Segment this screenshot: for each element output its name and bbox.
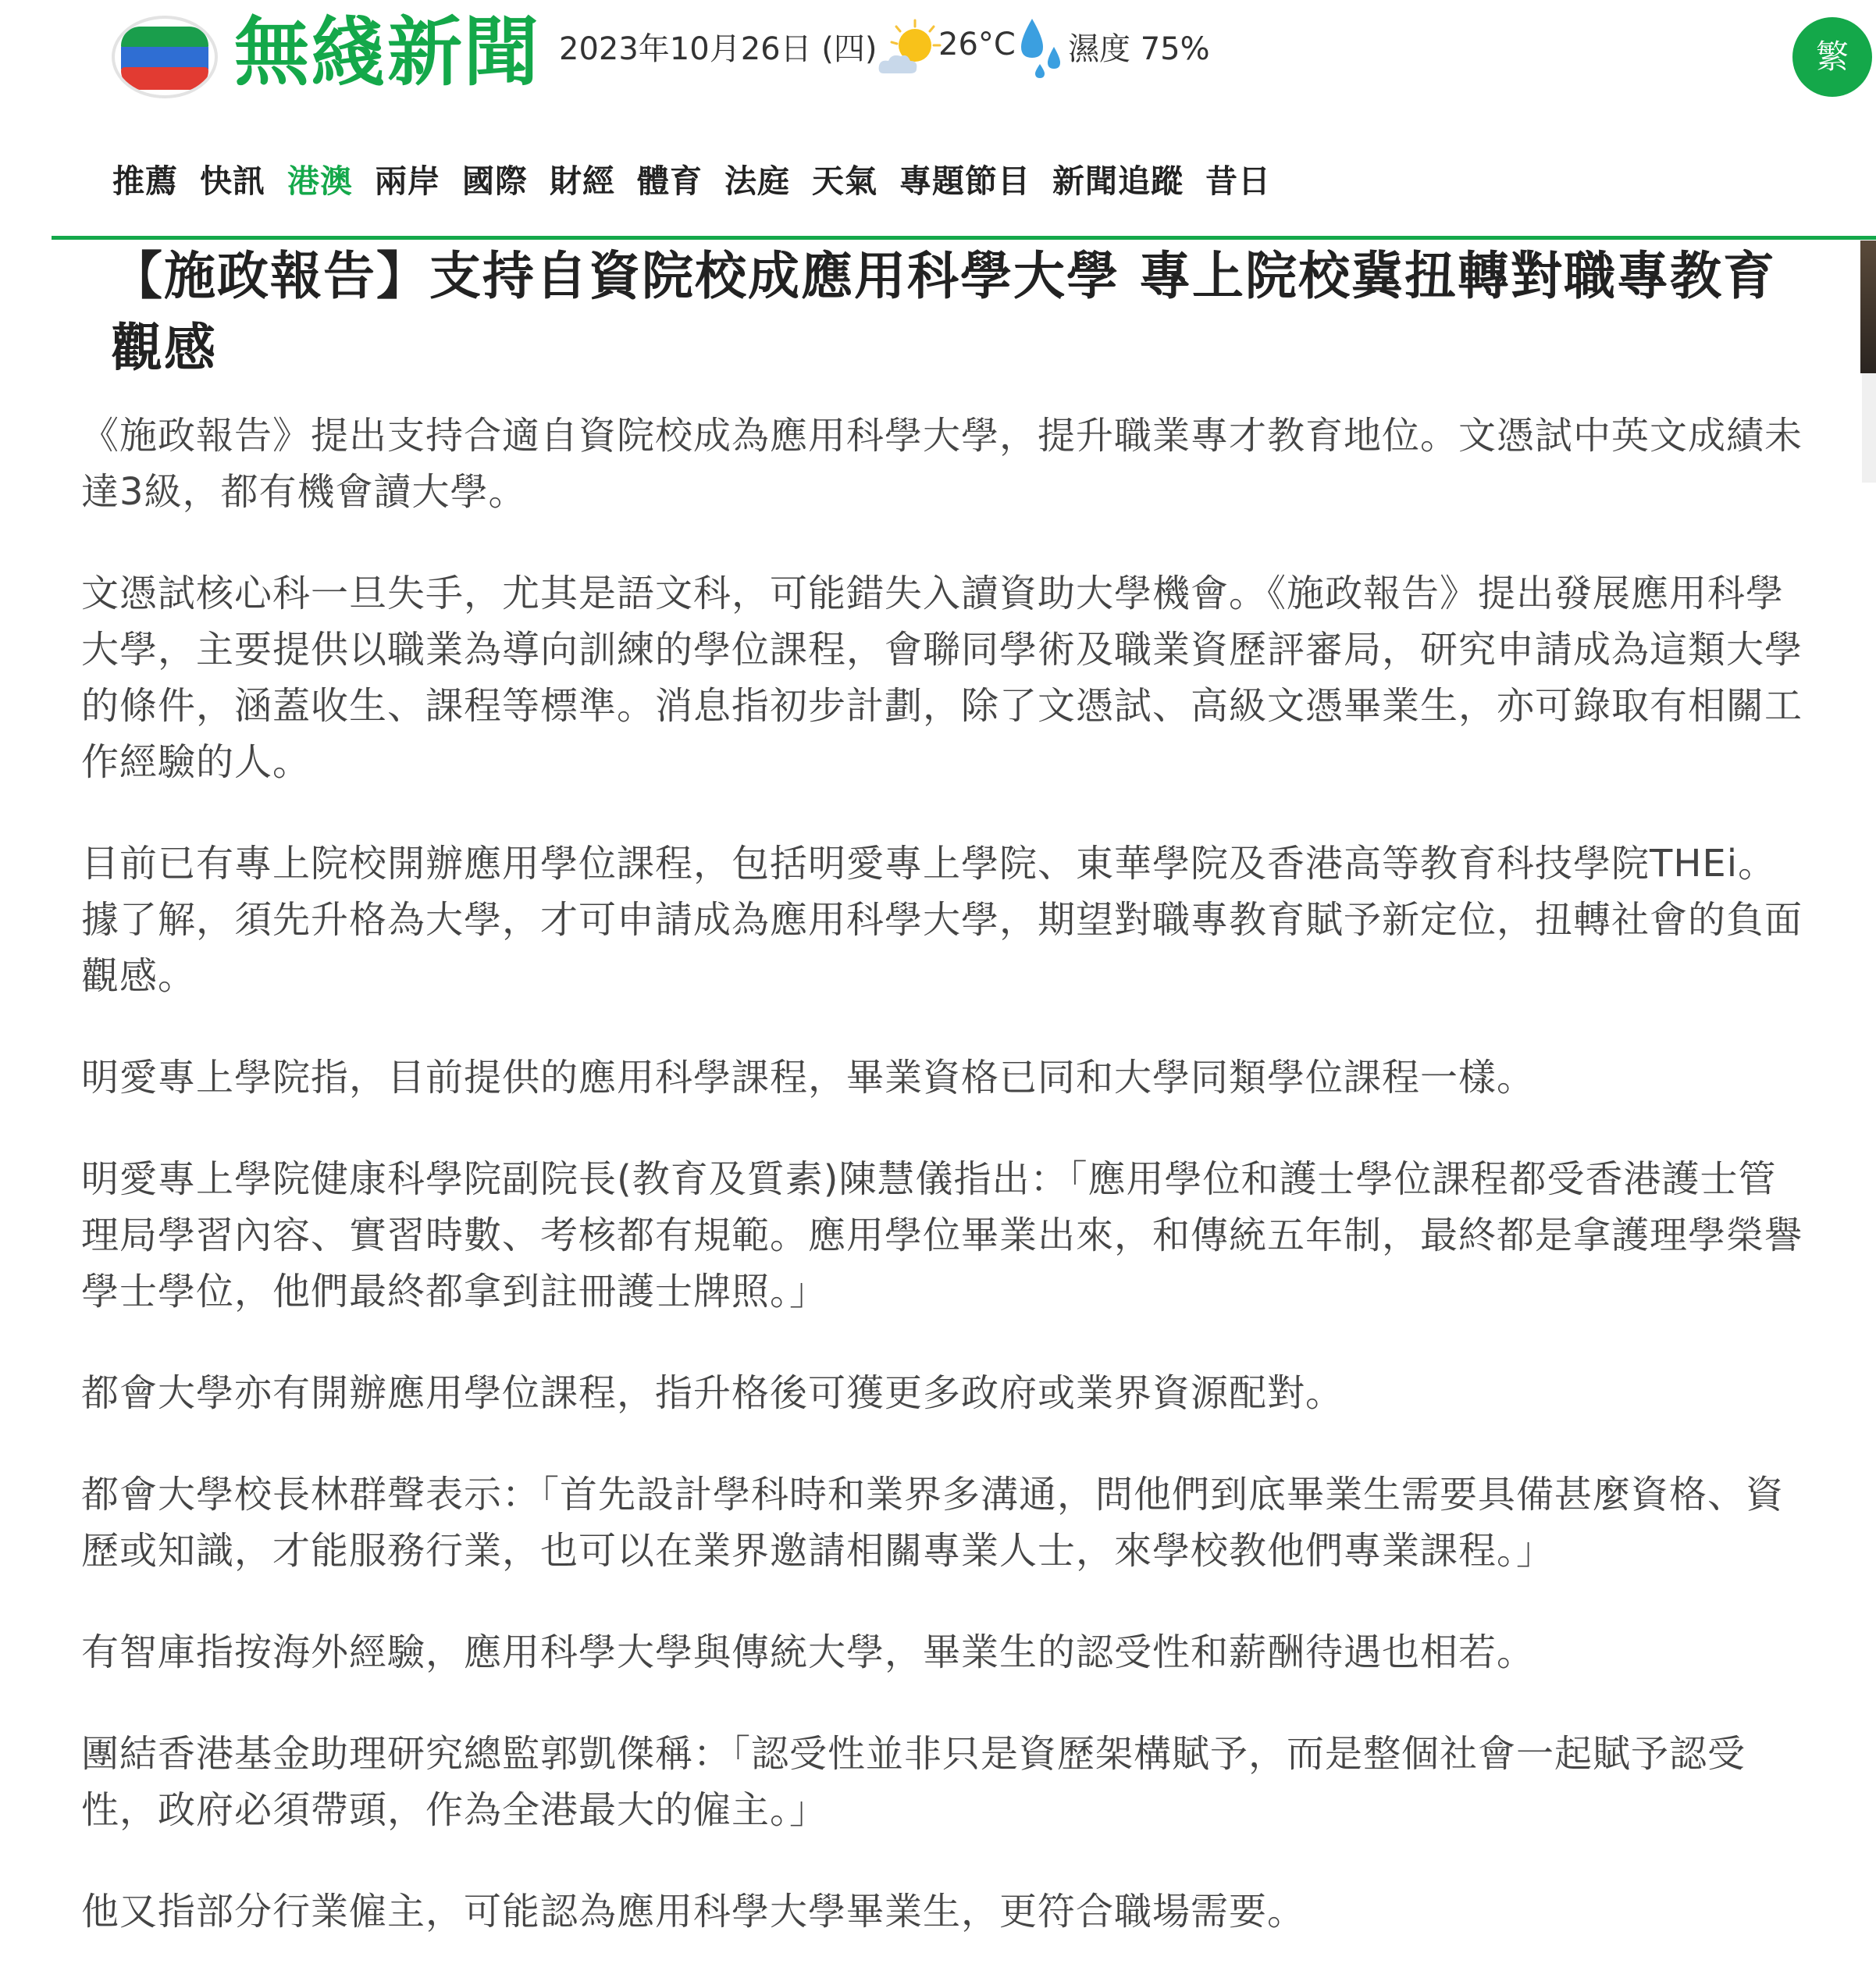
article-paragraph: 團結香港基金助理研究總監郭凱傑稱：「認受性並非只是資歷架構賦予，而是整個社會一起賦予認受性，政府必須帶頭，作為全港最大的僱主。」 — [81, 1732, 1746, 1832]
article-paragraph: 都會大學亦有開辦應用學位課程，指升格後可獲更多政府或業界資源配對。 — [81, 1371, 1344, 1415]
article-paragraph: 他又指部分行業僱主，可能認為應用科學大學畢業生，更符合職場需要。 — [81, 1890, 1306, 1933]
humidity: 濕度 75% — [1068, 31, 1210, 67]
nav-item-news-tracker[interactable]: 新聞追蹤 — [1052, 162, 1184, 200]
side-thumbnail[interactable] — [1860, 241, 1876, 373]
article-paragraph: 《施政報告》提出支持合適自資院校成為應用科學大學，提升職業專才教育地位。文憑試中英文成績未達3級，都有機會讀大學。 — [81, 414, 1803, 514]
site-header — [0, 0, 1876, 234]
article-paragraph: 文憑試核心科一旦失手，尤其是語文科，可能錯失入讀資助大學機會。《施政報告》提出發展應用科學大學，主要提供以職業為導向訓練的學位課程，會聯同學術及職業資歷評審局，研究申請成為這類大學的條件，涵蓋收生、課程等標準。消息指初步計劃，除了文憑試、高級文憑畢業生，亦可錄取有相關工作經驗的人。 — [81, 572, 1803, 784]
nav-divider — [52, 236, 1876, 240]
language-toggle-button[interactable]: 繁 — [1792, 17, 1872, 97]
article-title: 【施政報告】支持自資院校成應用科學大學 專上院校冀扭轉對職專教育觀感 — [111, 246, 1776, 378]
water-drops-icon — [1013, 16, 1068, 80]
nav-item-finance[interactable]: 財經 — [550, 162, 615, 200]
category-nav — [112, 156, 1293, 206]
nav-item-sports[interactable]: 體育 — [637, 162, 703, 200]
nav-item-cross-strait[interactable]: 兩岸 — [375, 162, 440, 200]
temperature: 26°C — [938, 27, 1016, 62]
article-paragraph: 明愛專上學院健康科學院副院長(教育及質素)陳慧儀指出：「應用學位和護士學位課程都受香港護士管理局學習內容、實習時數、考核都有規範。應用學位畢業出來，和傳統五年制，最終都是拿護理學榮譽學士學位，他們最終都拿到註冊護士牌照。」 — [81, 1157, 1803, 1313]
article-body — [81, 408, 1814, 1985]
nav-item-weather[interactable]: 天氣 — [812, 162, 877, 200]
article-paragraph: 目前已有專上院校開辦應用學位課程，包括明愛專上學院、東華學院及香港高等教育科技學院THEi。據了解，須先升格為大學，才可申請成為應用科學大學，期望對職專教育賦予新定位，扭轉社會的負面觀感。 — [81, 842, 1803, 998]
nav-item-hk-macau[interactable]: 港澳 — [287, 162, 353, 200]
nav-item-programmes[interactable]: 專題節目 — [899, 162, 1031, 200]
nav-item-recommended[interactable]: 推薦 — [112, 162, 178, 200]
article-paragraph: 有智庫指按海外經驗，應用科學大學與傳統大學，畢業生的認受性和薪酬待遇也相若。 — [81, 1630, 1536, 1674]
nav-item-past[interactable]: 昔日 — [1205, 162, 1271, 200]
site-logo-text[interactable]: 無綫新聞 — [234, 9, 540, 96]
tvb-logo-icon[interactable] — [112, 16, 218, 98]
article-paragraph: 都會大學校長林群聲表示：「首先設計學科時和業界多溝通，問他們到底畢業生需要具備甚麼資格、資歷或知識，才能服務行業，也可以在業界邀請相關專業人士，來學校教他們專業課程。」 — [81, 1473, 1785, 1573]
current-date: 2023年10月26日 (四) — [559, 31, 877, 67]
nav-item-international[interactable]: 國際 — [462, 162, 528, 200]
sun-cloud-icon — [876, 19, 942, 78]
nav-item-breaking[interactable]: 快訊 — [200, 162, 265, 200]
side-panel — [1862, 373, 1876, 483]
article-paragraph: 明愛專上學院指，目前提供的應用科學課程，畢業資格已同和大學同類學位課程一樣。 — [81, 1056, 1536, 1099]
nav-item-court[interactable]: 法庭 — [724, 162, 790, 200]
